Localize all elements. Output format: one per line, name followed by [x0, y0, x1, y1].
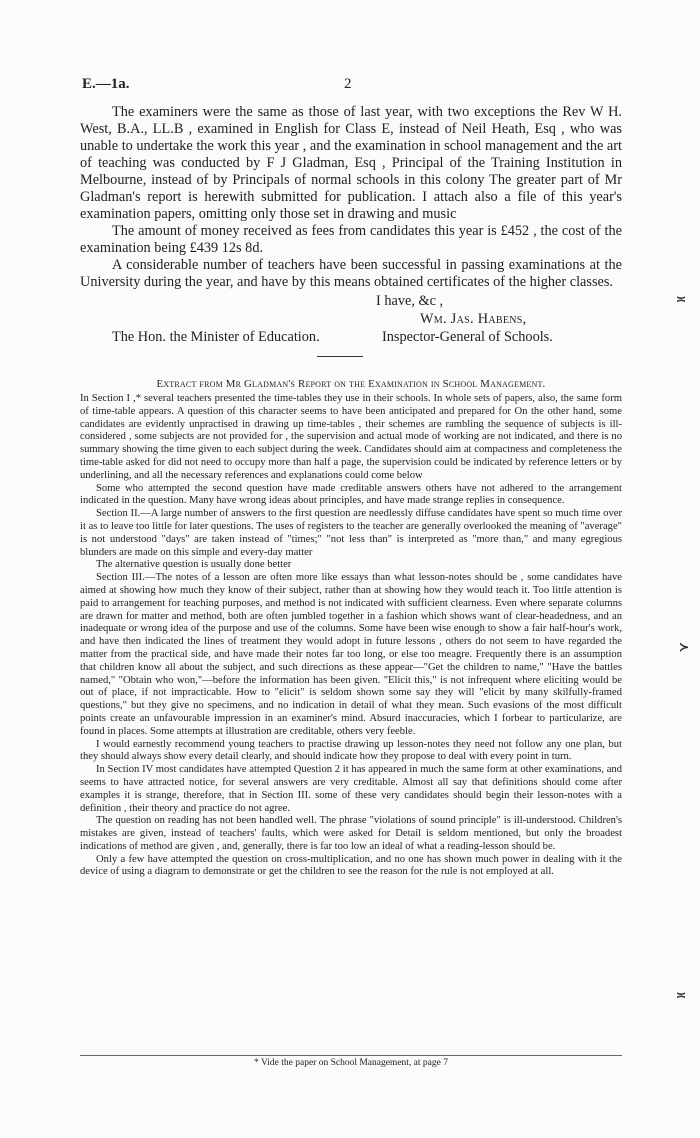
signature-line: [80, 311, 622, 329]
report-paragraph: In Section IV most candidates have attempted Question 2 it has appeared in much the same form at other examinations, and seems to have attracted notice, for several answers are very creditable. Almost all say that definitions should come after examples it is strange, therefore, that in Section III. some of these very candidates should begin their lesson-notes with a definition , their theory and practice do not agree.: [80, 764, 622, 814]
letter-paragraph: The examiners were the same as those of last year, with two exceptions the Rev W H. West, B.A., LL.B , examined in English for Class E, instead of Neil Heath, Esq , who was unable to undertake the work this year , and the examination in school management and the art of teaching was conducted by F J Gladman, Esq , Principal of the Training Institution in Melbourne, instead of by Principals of normal schools in this colony The greater part of Mr Gladman's report is herewith submitted for publication. I attach also a file of this year's examination papers, omitting only those set in drawing and music: [80, 104, 622, 222]
addressee: The Hon. the Minister of Education.: [112, 329, 320, 345]
report-body: [80, 393, 622, 879]
signatory-title: Inspector-General of Schools.: [382, 329, 553, 345]
letter-paragraph: A considerable number of teachers have been successful in passing examinations at the University during the year, and have by this means obtained certificates of the higher classes.: [80, 257, 622, 290]
report-paragraph: The question on reading has not been handled well. The phrase "violations of sound principle" is ill-understood. Children's mistakes are given, instead of teachers' faults, which were asked for Detail is seldom mentioned, but only the broadest indications of method are given , and, generally, there is far too low an ideal of what a reading-lesson should be.: [80, 815, 622, 852]
binding-mark-icon: ≍: [676, 292, 687, 306]
report-paragraph: Only a few have attempted the question on cross-multiplication, and no one has shown much power in dealing with it the device of using a diagram to demonstrate or get the children to see the reason for the rule is not employed at all.: [80, 853, 622, 878]
closing: I have, &c ,: [376, 293, 444, 309]
signatory: Wm. Jas. Habens,: [420, 311, 527, 327]
binding-mark-icon: ≻: [679, 640, 690, 654]
addressee-line: [80, 329, 622, 347]
section-divider: [317, 356, 363, 357]
closing-line: [80, 293, 622, 311]
letter-body: [80, 104, 622, 291]
report-paragraph: Section II.—A large number of answers to the first question are needlessly diffuse candidates have spent so much time over it as to leave too little for later questions. The uses of registers to the teacher are generally overlooked the meaning of "average" is not understood "days" are taken instead of "times;" "not less than" is interpreted as "more than," and many egregious blunders are made on this simple and every-day matter: [80, 508, 622, 558]
page-number: 2: [344, 76, 352, 92]
page-header: [82, 76, 622, 96]
footnote: * Vide the paper on School Management, at page 7: [254, 1058, 448, 1068]
report-paragraph: I would earnestly recommend young teachers to practise drawing up lesson-notes they need not follow any one plan, but they should always show every detail clearly, and should indicate how they propose to deal with every point in turn.: [80, 738, 622, 763]
document-reference: E.—1a.: [82, 76, 130, 92]
extract-title: Extract from Mr Gladman's Report on the Examination in School Management.: [156, 378, 546, 390]
report-paragraph: Section III.—The notes of a lesson are often more like essays than what lesson-notes should be , some candidates have aimed at showing how much they know of their subject, rather than at showing how they would teach it. Too little attention is paid to arrangement for teaching purposes, and method is not indicated with sufficient clearness. Even where separate columns are drawn for matter and method, both are often jumbled together in a fashion which shows want of clear-headedness, and an inadequate or wrong idea of the purpose and use of the columns. Some have been wise enough to show a fair half-hour's work, and have then indicated the lines of treatment they would adopt in future lessons , others do not seem to have regarded the matter from the practical side, and have made their notes far too long, or else too meagre. Frequently there is an assumption that children know all about the subject, and such directions as these appear—"Get the children to name," "Have the battles named," "Obtain who won,"—before the information has been given. "Elicit this," is not infrequent where eliciting would be out of place, if not impracticable. How to "elicit" is seldom shown some say they will "elicit by many skilfully-framed questions," but they give no specimens, and no indication in detail of what they mean. Such evasions of the most difficult points create an unfavourable impression in an examiner's mind. Absurd inaccuracies, which I forbear to particularize, are found in places. Some attempts at illustration are creditable, others very feeble.: [80, 572, 622, 737]
letter-paragraph: The amount of money received as fees from candidates this year is £452 , the cost of the examination being £439 12s 8d.: [80, 223, 622, 256]
report-paragraph: In Section I ,* several teachers presented the time-tables they use in their schools. In whole sets of papers, also, the same form of time-table appears. A question of this character seems to have been anticipated and prepared for On the other hand, some candidates are evidently unpractised in drawing up time-tables , their schemes are rambling the sequence of subjects is ill-considered , some subjects are not provided for , the supervision and actual mode of working are not indicated, and there is no summary showing the time given to each subject during the week. Candidates should aim at compactness and completeness the time-table asked for did not need to occupy more than half a page, the supervision could be indicated by reference letters or by underlining, and all the necessary references and explanations could come below: [80, 393, 622, 481]
binding-mark-icon: ≍: [676, 988, 687, 1002]
report-paragraph: Some who attempted the second question have made creditable answers others have not adhered to the arrangement indicated in the question. Many have wrong ideas about principles, and have made strange replies in consequence.: [80, 482, 622, 507]
report-paragraph: The alternative question is usually done better: [96, 559, 292, 571]
footnote-divider: [80, 1055, 622, 1056]
